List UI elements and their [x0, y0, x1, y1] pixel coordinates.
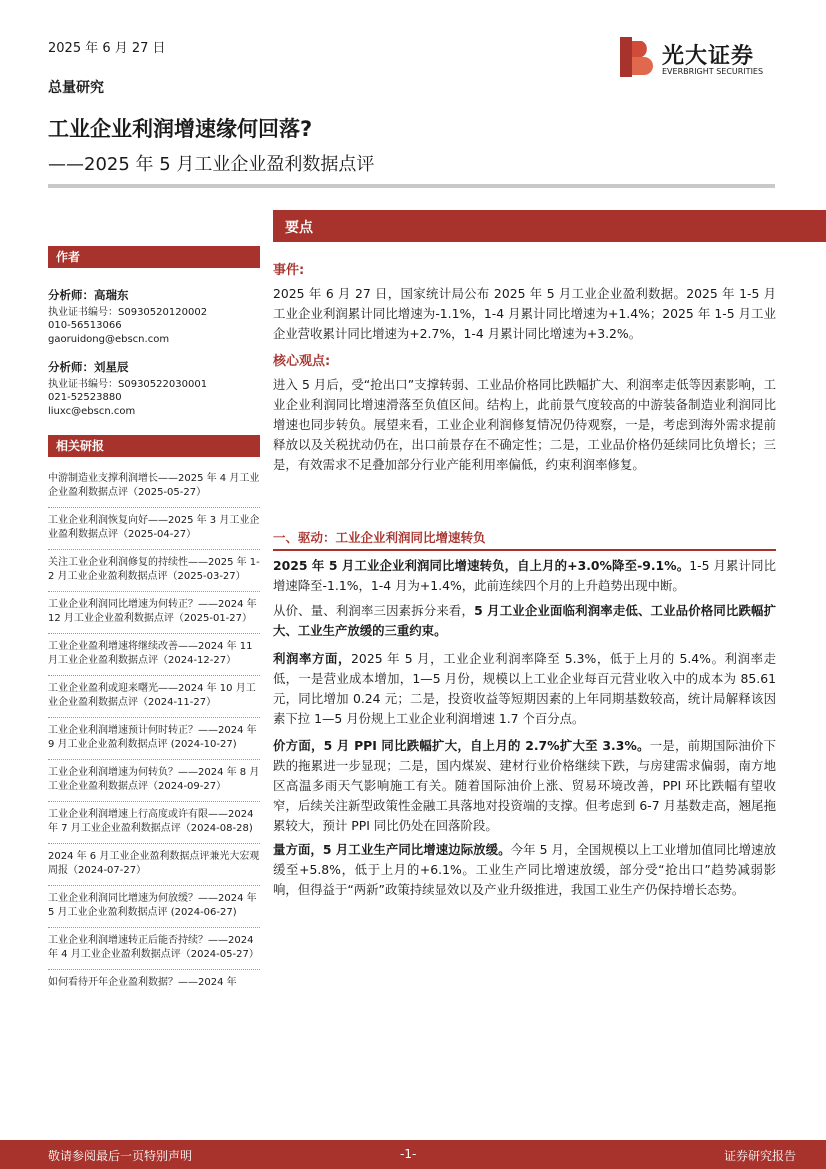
core-view-heading: 核心观点:	[273, 354, 331, 369]
key-points-band	[273, 210, 826, 242]
event-paragraph: 2025 年 6 月 27 日，国家统计局公布 2025 年 5 月工业企业盈利数据。2025 年 1-5 月工业企业利润累计同比增速为-1.1%，1-4 月累计同比增速为+1.4%；2025 年 1-5 月工业企业营收累计同比增速为+2.7%，1-4 月累计同比增速为+3.2%。	[273, 286, 776, 341]
body-paragraph	[273, 556, 776, 596]
paragraph-text: 今年 5 月，全国规模以上工业增加值同比增速放缓至+5.8%，低于上月的+6.1%。工业生产同比增速放缓，部分受“抢出口”趋势减弱影响，但得益于“两新”政策持续显效以及产业升级推进，我国工业生产仍保持增长态势。	[273, 842, 776, 897]
body-paragraph	[273, 601, 776, 641]
body-paragraph	[273, 840, 776, 900]
related-report-link[interactable]: 工业企业利润增速预计何时转正？——2024 年 9 月工业企业盈利数据点评 (2024-10-27)	[48, 718, 260, 760]
related-reports-heading: 相关研报	[48, 435, 260, 457]
related-report-link[interactable]: 工业企业盈利或迎来曙光——2024 年 10 月工业企业盈利数据点评（2024-11-27）	[48, 676, 260, 718]
report-title: 工业企业利润增速缘何回落?	[48, 117, 313, 141]
analyst-name: 分析师：刘星辰	[48, 360, 129, 374]
analyst-phone: 021-52523880	[48, 392, 122, 403]
analyst-cert: 执业证书编号：S0930520120002	[48, 306, 208, 318]
company-logo	[618, 37, 778, 79]
report-date: 2025 年 6 月 27 日	[48, 41, 166, 56]
analyst-email[interactable]: gaoruidong@ebscn.com	[48, 333, 170, 345]
disclaimer-link[interactable]: 敬请参阅最后一页特别声明	[48, 1149, 193, 1163]
paragraph-text: 一是，前期国际油价下跌的拖累进一步显现；二是，国内煤炭、建材行业价格继续下跌，与房建需求偏弱，南方地区高温多雨天气影响施工有关。随着国际油价上涨、贸易环境改善，PPI 环比跌幅有望收窄，后续关注新型政策性金融工具落地对投资端的支撑。但考虑到 6-7 月基数走高，翘尾拖累较大，预计 PPI 同比仍处在回落阶段。	[273, 738, 777, 833]
section-heading	[273, 527, 776, 551]
paragraph-text: 1-5 月累计同比增速降至-1.1%，1-4 月为+1.4%，此前连续四个月的上升趋势出现中断。	[273, 558, 776, 593]
related-reports-list	[48, 466, 260, 997]
body-paragraph	[273, 736, 776, 836]
footer-report-type: 证券研究报告	[723, 1149, 796, 1163]
related-report-link[interactable]: 中游制造业支撑利润增长——2025 年 4 月工业企业盈利数据点评（2025-05-27）	[48, 466, 260, 508]
analyst-block	[48, 289, 260, 346]
related-report-link[interactable]: 关注工业企业利润修复的持续性——2025 年 1-2 月工业企业盈利数据点评（2025-03-27）	[48, 550, 260, 592]
related-report-link[interactable]: 工业企业利润增速为何转负？——2024 年 8 月工业企业盈利数据点评（2024-09-27）	[48, 760, 260, 802]
paragraph-lead: 2025 年 5 月工业企业利润同比增速转负，自上月的+3.0%降至-9.1%。	[273, 558, 690, 573]
related-report-link[interactable]: 工业企业利润同比增速为何放缓？——2024 年 5 月工业企业盈利数据点评 (2024-06-27)	[48, 886, 260, 928]
related-report-link[interactable]: 工业企业利润恢复向好——2025 年 3 月工业企业盈利数据点评（2025-04-27）	[48, 508, 260, 550]
body-paragraph	[273, 649, 776, 729]
event-heading: 事件:	[273, 263, 305, 278]
paragraph-lead: 利润率方面，	[273, 651, 352, 666]
related-report-link[interactable]: 工业企业利润同比增速为何转正？——2024 年 12 月工业企业盈利数据点评（2025-01-27）	[48, 592, 260, 634]
key-points-label: 要点	[285, 220, 313, 236]
analyst-email[interactable]: liuxc@ebscn.com	[48, 405, 136, 417]
header-divider	[48, 184, 775, 188]
brand-mark-icon	[618, 37, 654, 77]
paragraph-text: 从价、量、利润率三因素拆分来看，	[273, 603, 475, 618]
related-report-link[interactable]: 如何看待开年企业盈利数据？——2024 年	[48, 977, 237, 988]
paragraph-text: 2025 年 5 月，工业企业利润率降至 5.3%，低于上月的 5.4%。利润率走低，一是营业成本增加，1—5 月份，规模以上工业企业每百元营业收入中的成本为 85.61 元，同比增加 0.24 元；二是，投资收益等短期因素的上年同期基数较高，统计局解释该因素下拉 1—5 月份规上工业企业利润增速 1.7 个百分点。	[273, 651, 776, 726]
analyst-block	[48, 361, 260, 418]
analyst-phone: 010-56513066	[48, 320, 122, 331]
analyst-name: 分析师：高瑞东	[48, 288, 129, 302]
related-report-link[interactable]: 工业企业利润增速上行高度或许有限——2024 年 7 月工业企业盈利数据点评（2024-08-28)	[48, 802, 260, 844]
logo-chinese-text: 光大证券	[662, 44, 755, 69]
core-view-paragraph: 进入 5 月后，受“抢出口”支撑转弱、工业品价格同比跌幅扩大、利润率走低等因素影响，工业企业利润同比增速滑落至负值区间。结构上，此前景气度较高的中游装备制造业利润同比增速也同步转负。展望来看，工业企业利润修复情况仍待观察，一是，考虑到海外需求提前释放以及关税扰动仍在，出口前景存在不确定性；二是，工业品价格仍延续同比负增长；三是，有效需求不足叠加部分行业产能利用率偏低，约束利润率修复。	[273, 377, 776, 472]
paragraph-lead: 价方面，5 月 PPI 同比跌幅扩大，自上月的 2.7%扩大至 3.3%。	[273, 738, 650, 753]
related-report-link[interactable]: 工业企业盈利增速将继续改善——2024 年 11 月工业企业盈利数据点评（2024-12-27）	[48, 634, 260, 676]
related-report-link[interactable]: 2024 年 6 月工业企业盈利数据点评兼光大宏观周报（2024-07-27）	[48, 844, 260, 886]
section-title: 一、驱动：工业企业利润同比增速转负	[273, 530, 486, 545]
report-subtitle: ——2025 年 5 月工业企业盈利数据点评	[48, 154, 375, 175]
logo-english-text: EVERBRIGHT SECURITIES	[662, 67, 764, 76]
related-report-link[interactable]: 工业企业利润增速转正后能否持续？——2024 年 4 月工业企业盈利数据点评（2024-05-27）	[48, 928, 260, 970]
authors-heading: 作者	[48, 246, 260, 268]
paragraph-lead: 量方面，5 月工业生产同比增速边际放缓。	[273, 842, 511, 857]
page-number: -1-	[400, 1147, 417, 1161]
analyst-cert: 执业证书编号：S0930522030001	[48, 378, 208, 390]
report-category: 总量研究	[48, 80, 104, 96]
page-footer	[0, 1140, 826, 1169]
paragraph-lead: 5 月工业企业面临利润率走低、工业品价格同比跌幅扩大、工业生产放缓的三重约束。	[273, 603, 777, 638]
